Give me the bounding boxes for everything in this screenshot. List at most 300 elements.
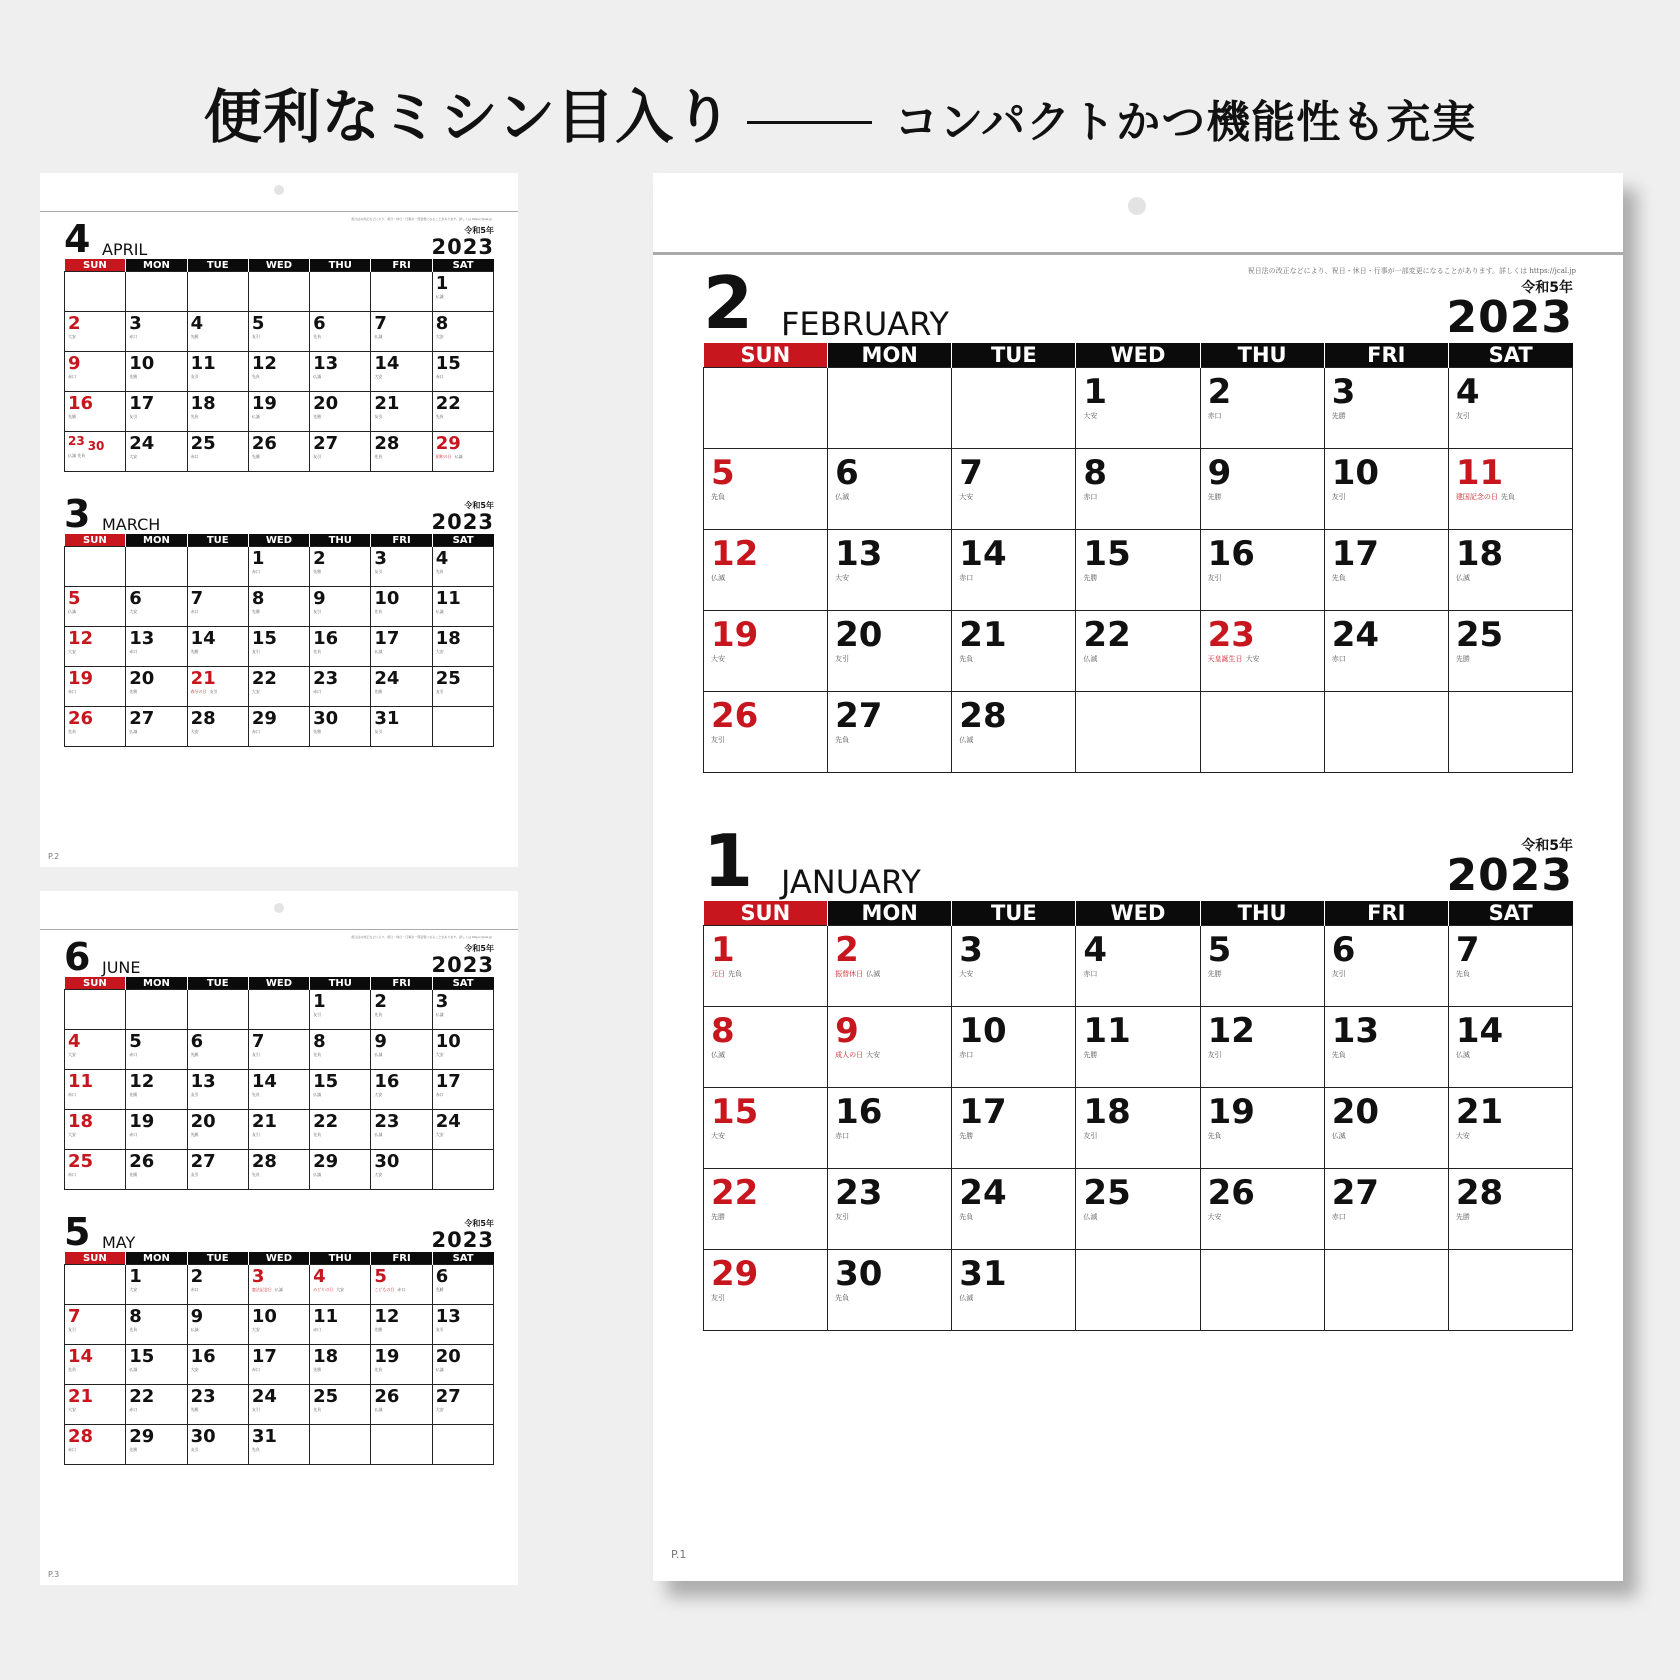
day-number: 15 [711, 1092, 759, 1132]
day-cell-10 [432, 1030, 493, 1070]
rokuyo [310, 1288, 370, 1292]
empty-cell [704, 368, 828, 449]
day-cell-6 [310, 312, 371, 352]
rokuyo-label: 赤口 [959, 1051, 974, 1059]
day-cell-21 [187, 667, 248, 707]
day-cell-28 [248, 1150, 309, 1190]
rokuyo-label: 仏滅 [313, 1172, 322, 1177]
day-cell-17 [248, 1345, 309, 1385]
day-cell-8 [126, 1305, 187, 1345]
day-cell-20 [432, 1345, 493, 1385]
rokuyo [952, 971, 1075, 979]
hanging-hole [274, 903, 284, 913]
rokuyo-label: 先負 [251, 1172, 260, 1177]
weekday-tue: TUE [187, 1252, 248, 1265]
day-number: 25 [1455, 615, 1504, 655]
month-name: JANUARY [781, 863, 921, 901]
rokuyo-label: 仏滅 [711, 574, 725, 582]
empty-cell [310, 272, 371, 312]
rokuyo [1076, 413, 1199, 421]
rokuyo-label: 友引 [374, 414, 383, 419]
day-number: 29 [129, 1426, 155, 1447]
day-cell-13 [432, 1305, 493, 1345]
rokuyo-label: 赤口 [190, 609, 199, 614]
weekday-row [65, 259, 494, 272]
day-cell-5 [371, 1265, 432, 1305]
day-number: 14 [374, 353, 400, 374]
day-number: 21 [374, 393, 400, 414]
day-cell-31 [248, 1425, 309, 1465]
day-cell-28 [371, 432, 432, 472]
rokuyo-label: 先勝 [1455, 1213, 1470, 1221]
day-number: 31 [959, 1254, 1007, 1294]
month-grid [703, 343, 1573, 773]
reiwa-year: 令和5年 [464, 944, 494, 953]
day-number: 8 [251, 588, 265, 609]
rokuyo [249, 1448, 309, 1452]
week-row [65, 1265, 494, 1305]
rokuyo-label: 大安 [68, 1052, 76, 1057]
day-number: 30 [374, 1151, 400, 1172]
week-row [65, 312, 494, 352]
rokuyo [1449, 656, 1572, 664]
rokuyo-label: 先勝 [190, 1132, 199, 1137]
rokuyo [249, 455, 309, 459]
rokuyo [126, 375, 186, 379]
rokuyo [249, 1408, 309, 1412]
rokuyo [1076, 575, 1199, 583]
rokuyo-label: 友引 [435, 1327, 444, 1332]
day-number: 2 [835, 930, 859, 970]
day-number: 18 [1083, 1092, 1131, 1132]
rokuyo-label: 先勝 [68, 414, 76, 419]
day-number: 13 [435, 1306, 461, 1327]
rokuyo [249, 375, 309, 379]
day-number: 6 [129, 588, 142, 609]
day-cell-15 [704, 1088, 828, 1169]
rokuyo-label: 仏滅 [313, 374, 322, 379]
day-number: 10 [1331, 453, 1380, 493]
weekday-wed: WED [1076, 901, 1200, 926]
weekday-tue: TUE [952, 901, 1076, 926]
day-number: 10 [129, 353, 155, 374]
day-cell-24 [126, 432, 187, 472]
rokuyo [1325, 1214, 1448, 1222]
rokuyo-label: 仏滅 [313, 1092, 322, 1097]
headline-main: 便利なミシン目入り [203, 83, 734, 151]
day-cell-14 [65, 1345, 126, 1385]
rokuyo [1325, 971, 1448, 979]
rokuyo-label: 大安 [435, 1132, 444, 1137]
day-number: 24 [129, 433, 155, 454]
holiday-name: みどりの日 [313, 1287, 334, 1292]
empty-cell [248, 272, 309, 312]
rokuyo-label: 先負 [1331, 1051, 1346, 1059]
day-number: 10 [959, 1011, 1007, 1051]
rokuyo-label: 赤口 [129, 649, 138, 654]
day-number: 28 [68, 1426, 94, 1447]
day-number: 11 [190, 353, 216, 374]
hanging-hole [274, 185, 284, 195]
empty-cell [65, 547, 126, 587]
day-number: 4 [68, 1031, 81, 1052]
day-cell-25 [187, 432, 248, 472]
rokuyo-label: 先負 [251, 374, 260, 379]
day-cell-12 [371, 1305, 432, 1345]
rokuyo [249, 1328, 309, 1332]
reiwa-year: 令和5年 [464, 226, 494, 235]
day-number: 6 [190, 1031, 204, 1052]
month-mar [64, 492, 494, 747]
rokuyo-label: 先負 [711, 493, 725, 501]
rokuyo [433, 375, 493, 379]
holiday-name: 天皇誕生日 [1207, 655, 1243, 663]
rokuyo-label: 大安 [190, 729, 199, 734]
day-number: 26 [1207, 1173, 1255, 1213]
weekday-sun: SUN [65, 977, 126, 990]
rokuyo-label: 赤口 [68, 1172, 76, 1177]
reiwa-year: 令和5年 [1521, 838, 1573, 854]
rokuyo-label: 仏滅 [274, 1287, 283, 1292]
day-cell-5 [248, 312, 309, 352]
day-number: 15 [1083, 534, 1131, 574]
rokuyo [1201, 413, 1324, 421]
day-number: 17 [251, 1346, 277, 1367]
rokuyo-label: 友引 [435, 689, 444, 694]
weekday-tue: TUE [187, 534, 248, 547]
day-cell-2 [828, 926, 952, 1007]
day-cell-3 [952, 926, 1076, 1007]
day-number: 25 [435, 668, 461, 689]
weekday-thu: THU [310, 977, 371, 990]
day-cell-6 [187, 1030, 248, 1070]
rokuyo-label: 先負 [313, 1132, 322, 1137]
rokuyo-label: 先負 [313, 1052, 322, 1057]
weekday-tue: TUE [952, 343, 1076, 368]
rokuyo [310, 455, 370, 459]
rokuyo-label: 先負 [374, 609, 383, 614]
day-cell-12 [65, 627, 126, 667]
rokuyo-label: 赤口 [129, 1407, 138, 1412]
day-cell-16 [65, 392, 126, 432]
weekday-thu: THU [1200, 901, 1324, 926]
rokuyo-label: 先負 [835, 1294, 850, 1302]
rokuyo-label: 先負 [1500, 493, 1515, 501]
weekday-row [65, 977, 494, 990]
day-cell-23 [828, 1169, 952, 1250]
day-number: 31 [374, 708, 400, 729]
empty-cell [432, 1425, 493, 1465]
day-cell-5 [126, 1030, 187, 1070]
day-number: 7 [374, 313, 387, 334]
empty-cell [1076, 692, 1200, 773]
rokuyo-label: 先勝 [313, 569, 322, 574]
headline [0, 70, 1680, 154]
rokuyo-label: 赤口 [835, 1132, 850, 1140]
day-cell-23 [310, 667, 371, 707]
day-number: 1 [129, 1266, 142, 1287]
day-number: 9 [68, 353, 81, 374]
rokuyo [371, 375, 431, 379]
rokuyo [249, 1053, 309, 1057]
rokuyo [952, 494, 1075, 502]
rokuyo [828, 494, 951, 502]
day-cell-10 [371, 587, 432, 627]
rokuyo-label: 友引 [1083, 1132, 1098, 1140]
day-cell-5 [704, 449, 828, 530]
day-number: 3 [129, 313, 142, 334]
week-row [65, 627, 494, 667]
week-row [65, 547, 494, 587]
rokuyo-label: 仏滅 [435, 1012, 444, 1017]
rokuyo-label: 先負 [1331, 574, 1346, 582]
month-number: 1 [703, 819, 754, 903]
rokuyo [65, 1093, 125, 1097]
rokuyo-label: 先負 [68, 1367, 76, 1372]
year: 2023 [431, 953, 494, 977]
day-cell-1 [1076, 368, 1200, 449]
rokuyo [433, 1013, 493, 1017]
day-number: 9 [190, 1306, 204, 1327]
day-number: 7 [959, 453, 983, 493]
rokuyo-label: 赤口 [190, 454, 199, 459]
day-cell-23 [371, 1110, 432, 1150]
day-cell-27 [187, 1150, 248, 1190]
day-cell-26 [65, 707, 126, 747]
day-pair [65, 432, 125, 452]
day-number: 21 [1455, 1092, 1504, 1132]
day-cell-6 [126, 587, 187, 627]
rokuyo [433, 610, 493, 614]
day-cell-7 [187, 587, 248, 627]
rokuyo-label: 先勝 [374, 689, 383, 694]
rokuyo [188, 335, 248, 339]
day-cell-25 [432, 667, 493, 707]
day-cell-16 [1200, 530, 1324, 611]
day-number: 15 [129, 1346, 155, 1367]
weekday-sun: SUN [704, 901, 828, 926]
weekday-sat: SAT [432, 977, 493, 990]
empty-cell [1200, 1250, 1324, 1331]
day-number: 19 [68, 668, 94, 689]
day-cell-27 [828, 692, 952, 773]
rokuyo-label: 先負 [374, 1012, 383, 1017]
day-number: 5 [251, 313, 265, 334]
day-cell-26 [1200, 1169, 1324, 1250]
rokuyo [65, 1368, 125, 1372]
rokuyo-label: 仏滅 [959, 1294, 974, 1302]
rokuyo [433, 690, 493, 694]
notice-text: 祝日法の改正などにより、祝日・休日・行事が一部変更になることがあります。詳しくは https://jcal.jp [1247, 267, 1576, 275]
calendar-page-1 [653, 173, 1623, 1581]
day-cell-6 [432, 1265, 493, 1305]
rokuyo-label: 仏滅 [251, 414, 260, 419]
rokuyo-label: 大安 [251, 1327, 260, 1332]
rokuyo-label: 大安 [129, 1287, 138, 1292]
weekday-fri: FRI [371, 534, 432, 547]
day-number: 6 [1331, 930, 1356, 970]
day-number: 9 [1207, 453, 1232, 493]
rokuyo [371, 415, 431, 419]
rokuyo-label: 友引 [209, 689, 218, 694]
rokuyo [433, 1288, 493, 1292]
rokuyo-label: 先勝 [190, 649, 199, 654]
day-cell-23 [1200, 611, 1324, 692]
rokuyo [433, 1408, 493, 1412]
rokuyo [126, 415, 186, 419]
day-number: 12 [251, 353, 277, 374]
day-cell-3 [1324, 368, 1448, 449]
rokuyo [433, 1328, 493, 1332]
weekday-mon: MON [126, 259, 187, 272]
day-number: 1 [435, 273, 449, 294]
day-cell-12 [1200, 1007, 1324, 1088]
rokuyo [952, 656, 1075, 664]
day-number: 1 [1083, 372, 1108, 412]
day-cell-26 [248, 432, 309, 472]
rokuyo [1449, 1133, 1572, 1141]
day-number: 20 [835, 615, 883, 655]
rokuyo-label: 先負 [374, 1367, 383, 1372]
rokuyo-label: 赤口 [1207, 412, 1222, 420]
rokuyo [433, 455, 493, 459]
rokuyo-label: 友引 [313, 454, 322, 459]
day-number: 8 [711, 1011, 735, 1051]
rokuyo [310, 650, 370, 654]
rokuyo-label: 大安 [435, 1407, 444, 1412]
day-cell-21 [952, 611, 1076, 692]
weekday-fri: FRI [371, 977, 432, 990]
day-cell-14 [371, 352, 432, 392]
day-cell-7 [248, 1030, 309, 1070]
day-cell-19 [126, 1110, 187, 1150]
day-number: 21 [959, 615, 1007, 655]
rokuyo [126, 1093, 186, 1097]
week-row [65, 1150, 494, 1190]
day-number: 20 [129, 668, 155, 689]
page-number: P.2 [48, 852, 60, 861]
rokuyo-label: 大安 [374, 1092, 383, 1097]
day-number: 27 [190, 1151, 216, 1172]
day-number: 14 [251, 1071, 277, 1092]
day-cell-7 [65, 1305, 126, 1345]
day-cell-20 [310, 392, 371, 432]
week-row [704, 926, 1573, 1007]
day-cell-9 [1200, 449, 1324, 530]
calendar-page-2 [40, 173, 518, 867]
day-number: 15 [435, 353, 461, 374]
rokuyo-label: 大安 [959, 970, 974, 978]
perforation-line [653, 252, 1623, 255]
rokuyo-label: 大安 [251, 689, 260, 694]
rokuyo [1076, 656, 1199, 664]
rokuyo-label: 仏滅 [711, 1051, 725, 1059]
empty-cell [1200, 692, 1324, 773]
rokuyo [433, 1133, 493, 1137]
day-cell-4 [432, 547, 493, 587]
rokuyo [371, 1053, 431, 1057]
rokuyo [371, 1328, 431, 1332]
day-cell-8 [704, 1007, 828, 1088]
rokuyo [188, 650, 248, 654]
rokuyo [65, 1173, 125, 1177]
month-number: 2 [703, 261, 754, 345]
day-cell-15 [1076, 530, 1200, 611]
day-number: 2 [190, 1266, 204, 1287]
rokuyo-label: 大安 [190, 1367, 199, 1372]
day-cell-11 [187, 352, 248, 392]
day-cell-4 [187, 312, 248, 352]
day-number: 28 [251, 1151, 277, 1172]
day-number: 22 [129, 1386, 155, 1407]
day-number: 23 [835, 1173, 883, 1213]
rokuyo-label: 友引 [251, 1132, 260, 1137]
week-row [65, 392, 494, 432]
day-cell-11 [1076, 1007, 1200, 1088]
rokuyo-label: 仏滅 [1455, 1051, 1470, 1059]
day-cell-7 [952, 449, 1076, 530]
rokuyo [126, 1448, 186, 1452]
rokuyo [371, 1173, 431, 1177]
rokuyo-label: 先負 [435, 414, 444, 419]
rokuyo [433, 1368, 493, 1372]
day-number: 9 [313, 588, 326, 609]
weekday-mon: MON [126, 1252, 187, 1265]
rokuyo-label: 仏滅 [374, 1132, 383, 1137]
day-cell-19 [1200, 1088, 1324, 1169]
rokuyo [249, 1368, 309, 1372]
rokuyo [1201, 971, 1324, 979]
day-number: 7 [68, 1306, 81, 1327]
day-cell-24 [952, 1169, 1076, 1250]
day-cell-1 [126, 1265, 187, 1305]
rokuyo-label: 仏滅 [190, 1327, 199, 1332]
year: 2023 [431, 510, 494, 534]
day-number: 7 [190, 588, 204, 609]
rokuyo-label: 先負 [959, 655, 974, 663]
rokuyo-label: 大安 [435, 649, 444, 654]
day-number: 23 [313, 668, 339, 689]
empty-cell [310, 1425, 371, 1465]
day-number: 26 [129, 1151, 155, 1172]
day-number: 31 [251, 1426, 277, 1447]
day-number: 4 [435, 548, 449, 569]
month-grid [703, 901, 1573, 1331]
rokuyo [1201, 656, 1324, 664]
day-number: 15 [251, 628, 277, 649]
perforation-line [40, 211, 518, 212]
day-cell-28 [952, 692, 1076, 773]
week-row [65, 1425, 494, 1465]
month-number: 4 [64, 217, 91, 261]
rokuyo [1076, 971, 1199, 979]
day-number: 21 [251, 1111, 277, 1132]
week-row [704, 1088, 1573, 1169]
day-number: 28 [190, 708, 216, 729]
rokuyo-label: 大安 [711, 655, 725, 663]
rokuyo [310, 1133, 370, 1137]
rokuyo-label: 仏滅 [1455, 574, 1470, 582]
rokuyo [828, 1133, 951, 1141]
rokuyo [310, 1173, 370, 1177]
day-cell-22 [704, 1169, 828, 1250]
rokuyo [188, 1133, 248, 1137]
rokuyo-label: 先負 [835, 736, 850, 744]
rokuyo [126, 1368, 186, 1372]
day-number: 19 [251, 393, 277, 414]
day-number: 11 [435, 588, 461, 609]
day-number: 24 [374, 668, 400, 689]
